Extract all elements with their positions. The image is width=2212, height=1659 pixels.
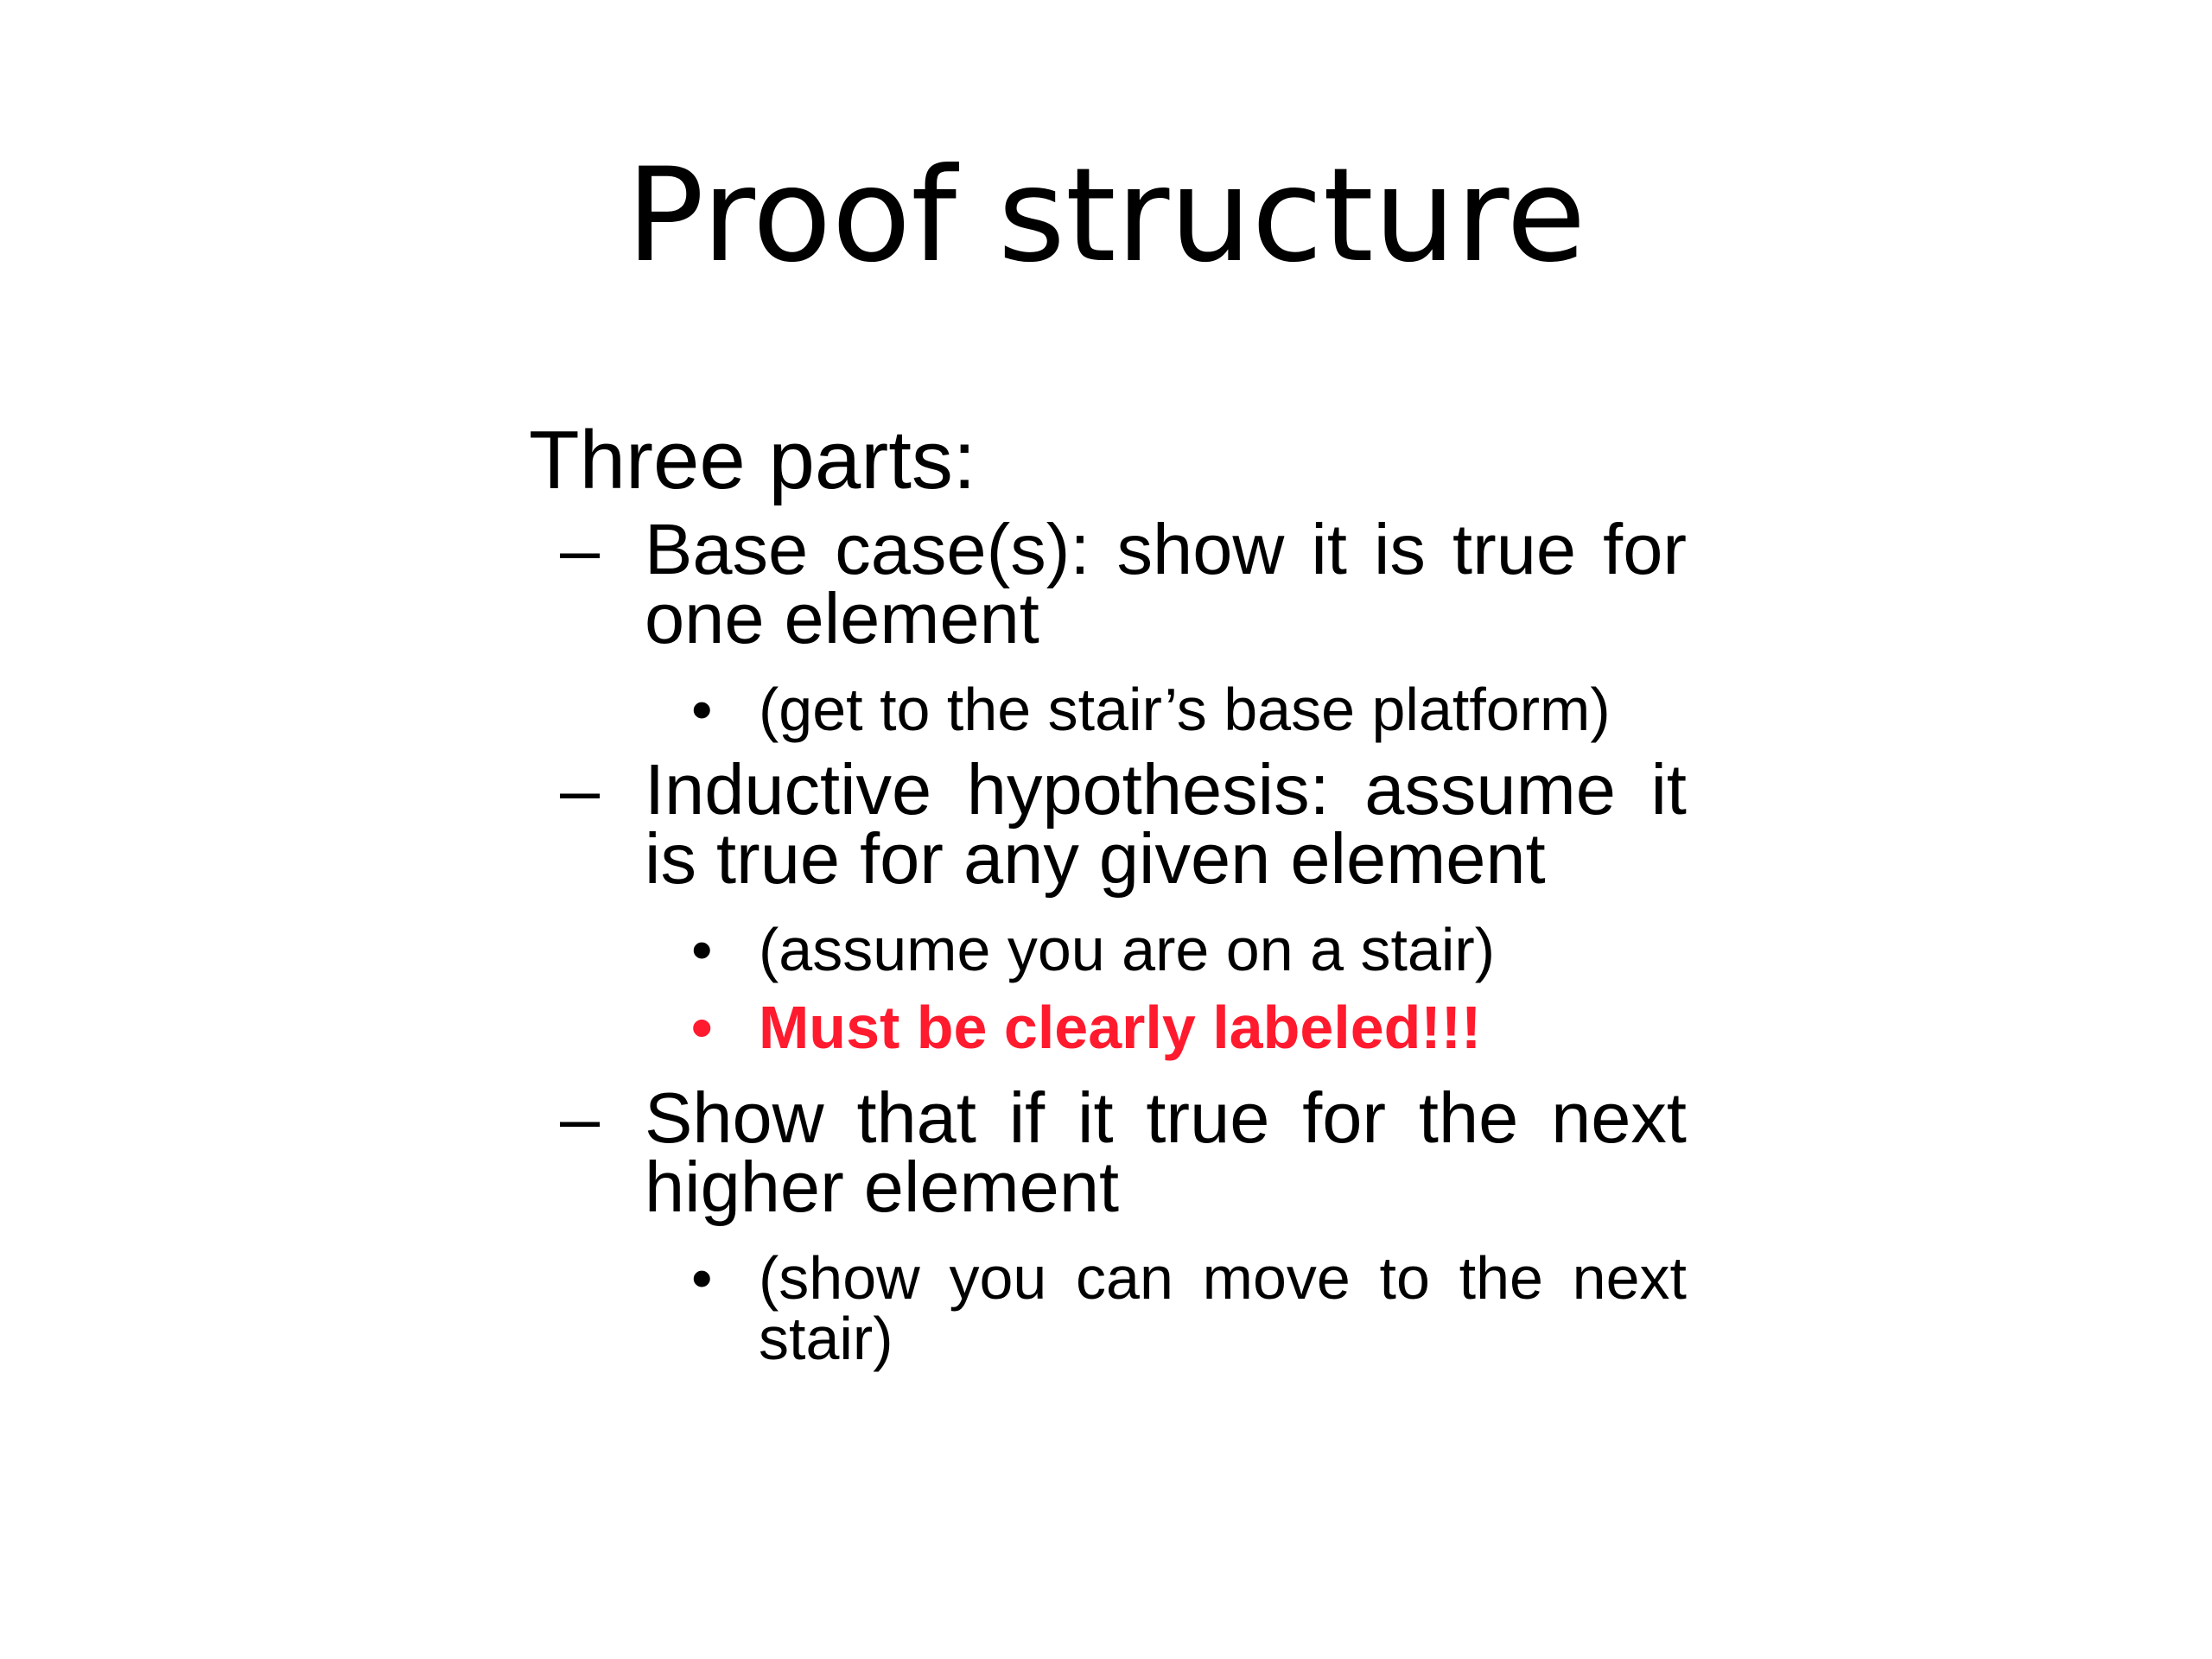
intro-text: Three parts: bbox=[529, 414, 976, 506]
dash-marker: – bbox=[560, 749, 601, 830]
slide-title: Proof structure bbox=[626, 141, 1586, 291]
sub-item-next-stair bbox=[529, 1244, 1687, 1372]
sub-item-on-stair bbox=[529, 916, 1687, 983]
list-item-next-element bbox=[529, 1077, 1687, 1227]
sub-item-text: Must be clearly labeled!!! bbox=[759, 994, 1482, 1061]
bullet-marker: • bbox=[691, 1244, 713, 1312]
sub-item-clearly-labeled bbox=[529, 994, 1687, 1061]
list-item-text: Base case(s): show it is true for one element bbox=[645, 509, 1687, 658]
dash-marker: – bbox=[560, 509, 601, 589]
list-item-text: Show that if it true for the next higher element bbox=[645, 1077, 1687, 1227]
bullet-marker: • bbox=[691, 994, 713, 1061]
list-item-base-case bbox=[529, 509, 1687, 658]
sub-item-base-platform bbox=[529, 676, 1687, 743]
dash-marker: – bbox=[560, 1077, 601, 1158]
bullet-marker: • bbox=[691, 676, 713, 743]
sub-item-text: (show you can move to the next stair) bbox=[759, 1244, 1687, 1372]
sub-item-text: (assume you are on a stair) bbox=[759, 916, 1496, 983]
list-item-inductive-hypothesis bbox=[529, 749, 1687, 899]
sub-item-text: (get to the stair’s base platform) bbox=[759, 676, 1611, 743]
slide-content bbox=[529, 413, 1687, 1372]
list-item-text: Inductive hypothesis: assume it is true for any given element bbox=[645, 749, 1687, 899]
bullet-marker: • bbox=[691, 916, 713, 983]
